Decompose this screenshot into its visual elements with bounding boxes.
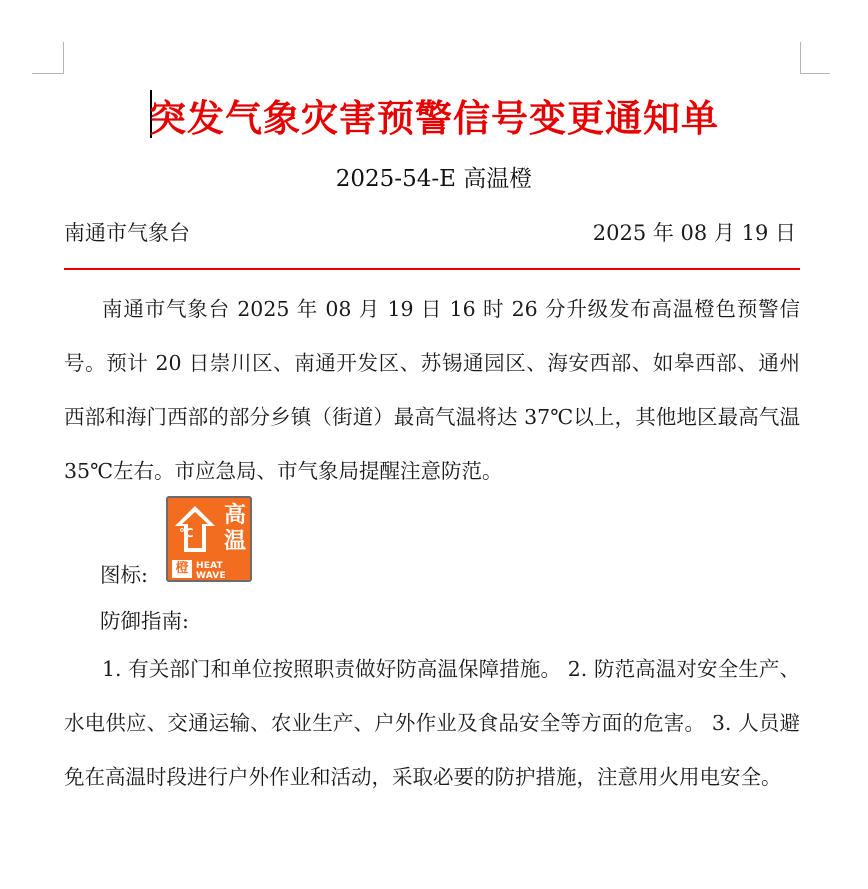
signal-char-top: 高 [224, 503, 247, 528]
issuer-name[interactable]: 南通市气象台 [64, 221, 190, 245]
issue-date[interactable]: 2025 年 08 月 19 日 [592, 221, 796, 245]
signal-char-bottom: 温 [224, 529, 247, 554]
crop-mark-top-right-v [800, 42, 801, 74]
crop-mark-top-left-h [32, 73, 63, 74]
signal-code[interactable]: 2025-54-E 高温橙 [335, 166, 533, 192]
crop-mark-top-left-v [63, 42, 64, 74]
announcement-paragraph[interactable]: 南通市气象台 2025 年 08 月 19 日 16 时 26 分升级发布高温橙色预警信号。预计 20 日崇川区、南通开发区、苏锡通园区、海安西部、如皋西部、通州西部和海门西部的部分乡镇（街道）最高气温将达 37℃以上，其他地区最高气温 35℃左右。市应急局、市气象局提醒注意防范。 [64, 297, 800, 483]
signal-english-label: HEAT WAVE [196, 561, 226, 581]
degree-symbol: ℃ [179, 526, 194, 540]
document-title[interactable]: 突发气象灾害预警信号变更通知单 [149, 96, 719, 140]
crop-mark-top-right-h [800, 73, 830, 74]
signal-level-char: 橙 [172, 560, 192, 578]
guide-title[interactable]: 防御指南: [100, 609, 189, 633]
guide-paragraph[interactable]: 1. 有关部门和单位按照职责做好防高温保障措施。 2. 防范高温对安全生产、水电供应、交通运输、农业生产、户外作业及食品安全等方面的危害。 3. 人员避免在高温时段进行户外作业和活动，采取必要的防护措施，注意用火用电安全。 [64, 657, 800, 789]
red-divider [64, 268, 800, 270]
heat-wave-orange-signal-icon[interactable] [166, 496, 252, 582]
icon-label[interactable]: 图标: [100, 563, 148, 587]
